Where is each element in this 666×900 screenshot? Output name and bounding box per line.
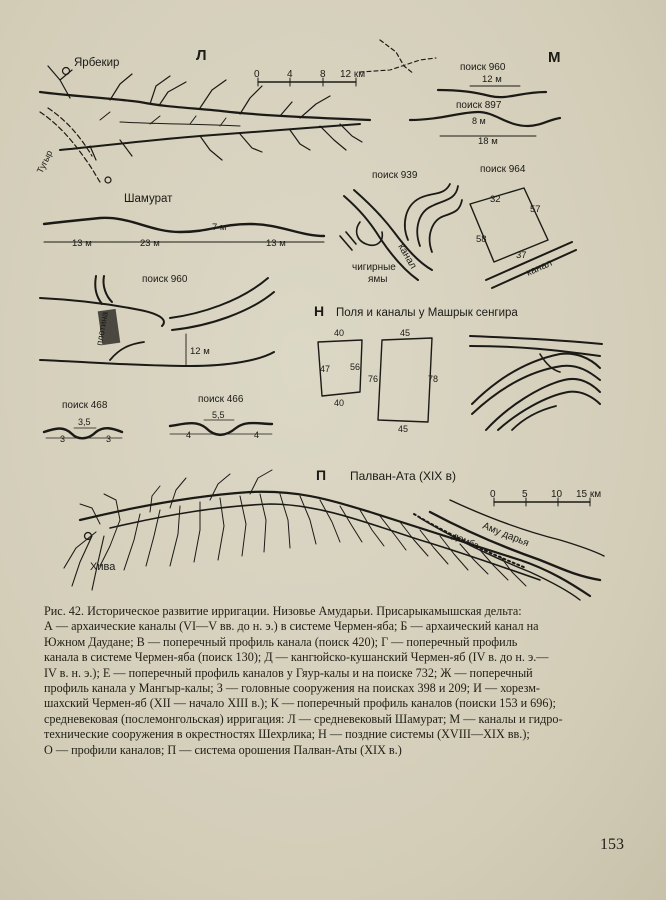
dam-label: дамба — [450, 530, 481, 553]
panel-p-letter: П — [316, 467, 327, 483]
town-label-bottom: Шамурат — [124, 193, 173, 205]
profile-width: 18 м — [478, 136, 498, 147]
panel-n-letter: Н — [314, 303, 325, 319]
canal-label: канал — [524, 257, 554, 279]
town-marker — [105, 177, 111, 183]
field-dim: 45 — [398, 424, 409, 434]
caption-line: А — архаические каналы (VI—V вв. до н. э.) в системе Чермен-яба; Б — архаический канал на — [44, 619, 539, 634]
caption-line: канала в системе Чермен-яба (поиск 130); Д — кангюйско-кушанский Чермен-яб (IV в. до н. э.— — [44, 650, 549, 665]
panel-search-468 — [44, 400, 122, 444]
profile-dim: 4 — [254, 430, 260, 440]
town-marker — [63, 68, 70, 75]
caption-line: IV в. н. э.); Е — поперечный профиль каналов у Гяур-калы и на поиске 732; Ж — поперечный — [44, 665, 533, 680]
town-label: Хива — [90, 561, 116, 573]
field-dim: 47 — [320, 364, 331, 374]
field-dim: 32 — [490, 194, 501, 205]
field-dim: 78 — [428, 374, 439, 384]
panel-l-scale-bar — [254, 69, 365, 86]
panel-n-title: Поля и каналы у Машрык сенгира — [336, 307, 518, 319]
field-dim: 40 — [334, 328, 345, 338]
river-label: Аму дарья — [480, 520, 531, 550]
caption-line: средневековая (послемонгольская) ирригация: Л — средневековый Шамурат; М — каналы и гидро- — [44, 711, 563, 726]
panel-search-964 — [470, 164, 576, 288]
profile-title: поиск 960 — [460, 62, 506, 73]
profile-dim: 4 — [186, 430, 192, 440]
field-dim: 56 — [350, 362, 361, 372]
panel-title: поиск 939 — [372, 170, 418, 181]
profile-width: 8 м — [472, 116, 486, 126]
panel-l-letter: Л — [196, 47, 207, 64]
profile-title: поиск 897 — [456, 100, 502, 111]
panel-search-466 — [170, 394, 272, 440]
scale-tick: 5 — [522, 489, 528, 500]
panel-title: поиск 466 — [198, 394, 244, 405]
panel-search-960-dam — [40, 274, 274, 366]
caption-line: технические сооружения в окрестностях Шехрлика; Н — поздние системы (XVIII—XIX вв.); — [44, 727, 530, 742]
profile-dim: 3 — [60, 434, 66, 444]
scale-tick: 0 — [254, 69, 260, 80]
caption-line: профиль канала у Мангыр-калы; З — головные сооружения на поисках 398 и 209; И — хорезм- — [44, 681, 540, 696]
panel-l-profile — [44, 218, 324, 249]
panel-m-profiles — [410, 49, 561, 147]
scale-tick: 0 — [490, 489, 496, 500]
caption-line: Рис. 42. Историческое развитие ирригации. Низовье Амударьи. Присарыкамышская дельта: — [44, 604, 522, 618]
town-label-top: Ярбекир — [74, 57, 120, 69]
profile-dim: 13 м — [72, 238, 92, 249]
field-dim: 76 — [368, 374, 379, 384]
label-line: ямы — [368, 274, 388, 285]
panel-n-fields — [314, 303, 602, 434]
profile-dim: 7 м — [212, 222, 227, 233]
width-label: 12 м — [190, 346, 210, 357]
scale-tick: 4 — [287, 69, 293, 80]
caption-line: О — профили каналов; П — система орошения Палван-Аты (XIX в.) — [44, 742, 402, 757]
scale-tick: 15 км — [576, 489, 602, 500]
panel-p-scale-bar — [490, 489, 601, 506]
figure-caption — [44, 604, 624, 758]
profile-dim: 5,5 — [212, 410, 225, 420]
profile-width: 12 м — [482, 74, 502, 85]
scale-tick: 12 км — [340, 69, 366, 80]
field-dim: 37 — [516, 250, 527, 261]
profile-dim: 23 м — [140, 238, 160, 249]
panel-p-title: Палван-Ата (XIX в) — [350, 469, 456, 483]
caption-line: шахский Чермен-яб (XII — начало XIII в.); К — поперечный профиль каналов (поиски 153 и 696); — [44, 696, 556, 711]
panel-title: поиск 468 — [62, 400, 108, 411]
profile-dim: 13 м — [266, 238, 286, 249]
river-label: Тугыр — [34, 148, 55, 175]
profile-dim: 3,5 — [78, 417, 91, 427]
dam-label: плотина — [94, 310, 110, 347]
panel-l-map — [35, 40, 436, 249]
canal-label: канал — [395, 242, 419, 271]
scale-tick: 10 — [551, 489, 563, 500]
panel-title: поиск 964 — [480, 164, 526, 175]
field-dim: 45 — [400, 328, 411, 338]
panel-search-939 — [340, 170, 462, 285]
profile-dim: 3 — [106, 434, 112, 444]
page-number: 153 — [600, 836, 624, 853]
field-dim: 58 — [476, 234, 487, 245]
field-dim: 40 — [334, 398, 345, 408]
field-dim: 57 — [530, 204, 541, 215]
scale-tick: 8 — [320, 69, 326, 80]
panel-m-letter: М — [548, 49, 561, 66]
label-line: чигирные — [352, 262, 396, 273]
panel-title: поиск 960 — [142, 274, 188, 285]
panel-p-map — [64, 467, 604, 600]
caption-line: Южном Даудане; В — поперечный профиль канала (поиск 420); Г — поперечный профиль — [44, 634, 518, 649]
